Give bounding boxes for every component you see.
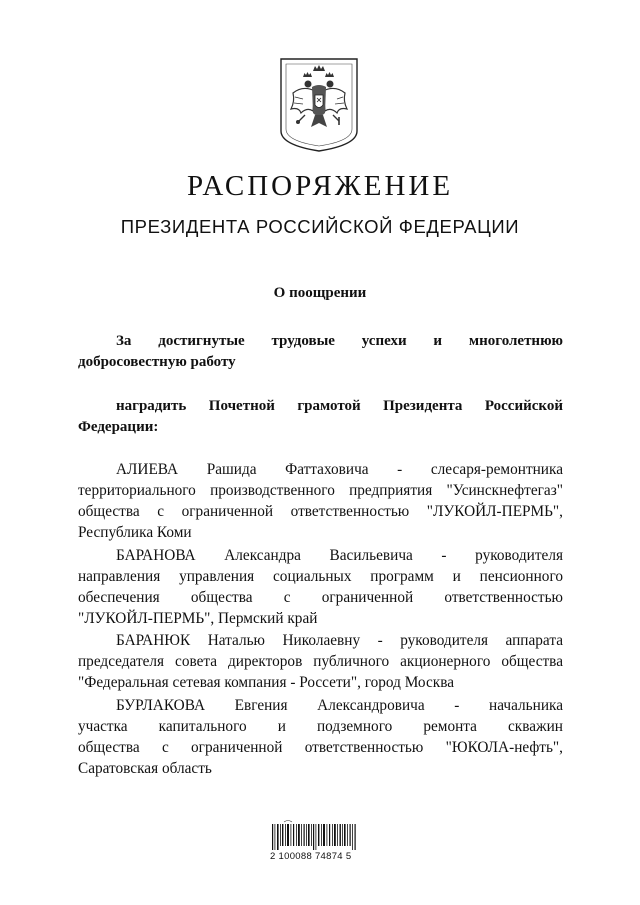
awardee-line: территориального производственного предприятия "Усинскнефтегаз" bbox=[78, 482, 563, 499]
awardee-line: "Федеральная сетевая компания - Россети", город Москва bbox=[78, 674, 454, 691]
awardee-line: БУРЛАКОВА Евгения Александровича - начальника bbox=[116, 697, 563, 714]
awardee-line: обеспечения общества с ограниченной ответственностью bbox=[78, 589, 563, 606]
awardee-line: БАРАНОВА Александра Васильевича - руководителя bbox=[116, 547, 563, 564]
issuer-subtitle: ПРЕЗИДЕНТА РОССИЙСКОЙ ФЕДЕРАЦИИ bbox=[120, 216, 520, 237]
decision-line: наградить Почетной грамотой Президента Российской bbox=[116, 398, 563, 414]
document-type-title: РАСПОРЯЖЕНИЕ bbox=[186, 170, 454, 202]
awardee-line: Саратовская область bbox=[78, 760, 212, 777]
awardee-line: общества с ограниченной ответственностью "ЮКОЛА-нефть", bbox=[78, 739, 563, 756]
awardee-line: председателя совета директоров публичного акционерного общества bbox=[78, 653, 563, 670]
decision-paragraph bbox=[78, 396, 563, 438]
awardee-entry bbox=[78, 630, 563, 693]
awardee-line: "ЛУКОЙЛ-ПЕРМЬ", Пермский край bbox=[78, 610, 318, 627]
awardee-line: БАРАНЮК Наталью Николаевну - руководителя аппарата bbox=[116, 632, 563, 649]
awardee-line: участка капитального и подземного ремонта скважин bbox=[78, 718, 563, 735]
preamble-line: За достигнутые трудовые успехи и многолетнюю bbox=[116, 333, 563, 349]
preamble-line: добросовестную работу bbox=[78, 354, 236, 370]
awardee-line: АЛИЕВА Рашида Фаттаховича - слесаря-ремонтника bbox=[116, 461, 563, 478]
preamble-paragraph bbox=[78, 331, 563, 373]
document-subject: О поощрении bbox=[273, 285, 367, 301]
barcode-number: 2 100088 74874 5 bbox=[270, 851, 352, 862]
decision-line: Федерации: bbox=[78, 419, 159, 435]
awardee-entry bbox=[78, 545, 563, 629]
awardee-line: общества с ограниченной ответственностью "ЛУКОЙЛ-ПЕРМЬ", bbox=[78, 503, 563, 520]
awardee-line: направления управления социальных программ и пенсионного bbox=[78, 568, 563, 585]
awardee-entry bbox=[78, 695, 563, 779]
coat-of-arms-emblem bbox=[277, 57, 361, 153]
awardee-line: Республика Коми bbox=[78, 524, 192, 541]
awardee-entry bbox=[78, 459, 563, 543]
